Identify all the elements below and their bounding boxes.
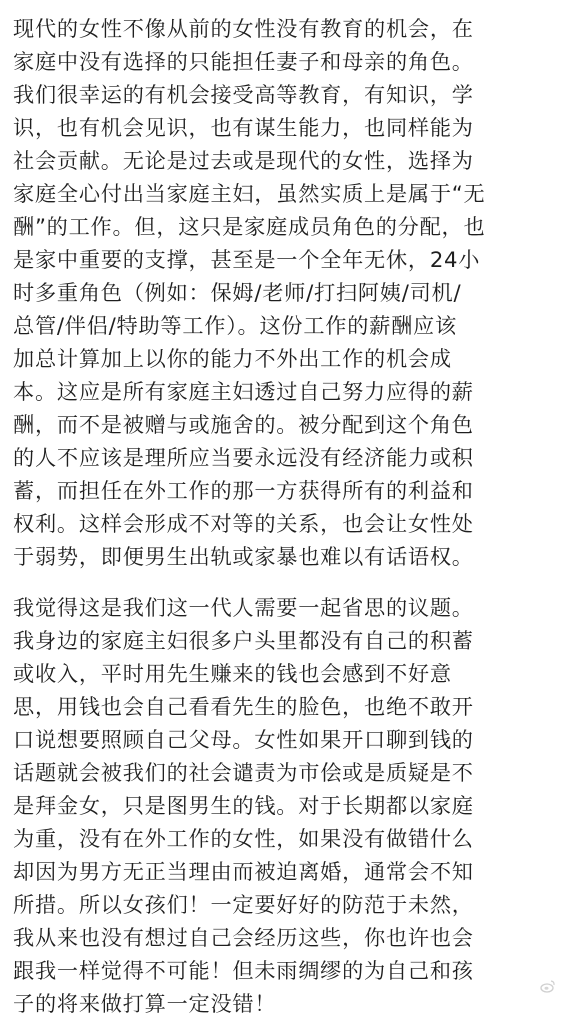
text-line: 却因为男方无正当理由而被迫离婚，通常会不知	[13, 859, 474, 884]
text-line: 我觉得这是我们这一代人需要一起省思的议题。	[13, 595, 474, 620]
text-line: 我从来也没有想过自己会经历这些，你也许也会	[13, 925, 474, 950]
text-line: 口说想要照顾自己父母。女性如果开口聊到钱的	[13, 727, 474, 752]
text-line: 加总计算加上以你的能力不外出工作的机会成	[13, 346, 452, 371]
text-line: 子的将来做打算一定没错！	[13, 991, 277, 1016]
text-line: 是拜金女，只是图男生的钱。对于长期都以家庭	[13, 793, 474, 818]
text-line: 权利。这样会形成不对等的关系，也会让女性处	[13, 511, 474, 536]
text-line: 现代的女性不像从前的女性没有教育的机会，在	[13, 16, 474, 41]
text-line: 本。这应是所有家庭主妇透过自己努力应得的薪	[13, 379, 474, 404]
text-line: 或收入，平时用先生赚来的钱也会感到不好意	[13, 661, 452, 686]
text-line: 蓄，而担任在外工作的那一方获得所有的利益和	[13, 478, 474, 503]
text-line: 家庭中没有选择的只能担任妻子和母亲的角色。	[13, 49, 474, 74]
text-line: 我们很幸运的有机会接受高等教育，有知识，学	[13, 82, 474, 107]
text-line: 酬，而不是被赠与或施舍的。被分配到这个角色	[13, 412, 474, 437]
text-line: 的人不应该是理所应当要永远没有经济能力或积	[13, 445, 474, 470]
text-line: 思，用钱也会自己看看先生的脸色，也绝不敢开	[13, 694, 474, 719]
text-line: 跟我一样觉得不可能！但未雨绸缪的为自己和孩	[13, 958, 474, 983]
watermark	[540, 976, 556, 996]
text-line: 家庭全心付出当家庭主妇，虽然实质上是属于“无	[13, 181, 486, 206]
text-line: 我身边的家庭主妇很多户头里都没有自己的积蓄	[13, 628, 474, 653]
text-line: 社会贡献。无论是过去或是现代的女性，选择为	[13, 148, 474, 173]
text-line: 时多重角色（例如：保姆/老师/打扫阿姨/司机/	[13, 280, 462, 305]
text-line: 话题就会被我们的社会谴责为市侩或是质疑是不	[13, 760, 474, 785]
text-line: 所措。所以女孩们！一定要好好的防范于未然，	[13, 892, 474, 917]
text-line: 识，也有机会见识，也有谋生能力，也同样能为	[13, 115, 474, 140]
text-line: 为重，没有在外工作的女性，如果没有做错什么	[13, 826, 474, 851]
weibo-icon	[540, 979, 556, 993]
text-line: 于弱势，即便男生出轨或家暴也难以有话语权。	[13, 544, 474, 569]
text-line: 是家中重要的支撑，甚至是一个全年无休，24小	[13, 247, 481, 272]
text-line: 总管/伴侣/特助等工作）。这份工作的薪酬应该	[13, 313, 457, 338]
text-line: 酬”的工作。但，这只是家庭成员角色的分配，也	[13, 214, 486, 239]
